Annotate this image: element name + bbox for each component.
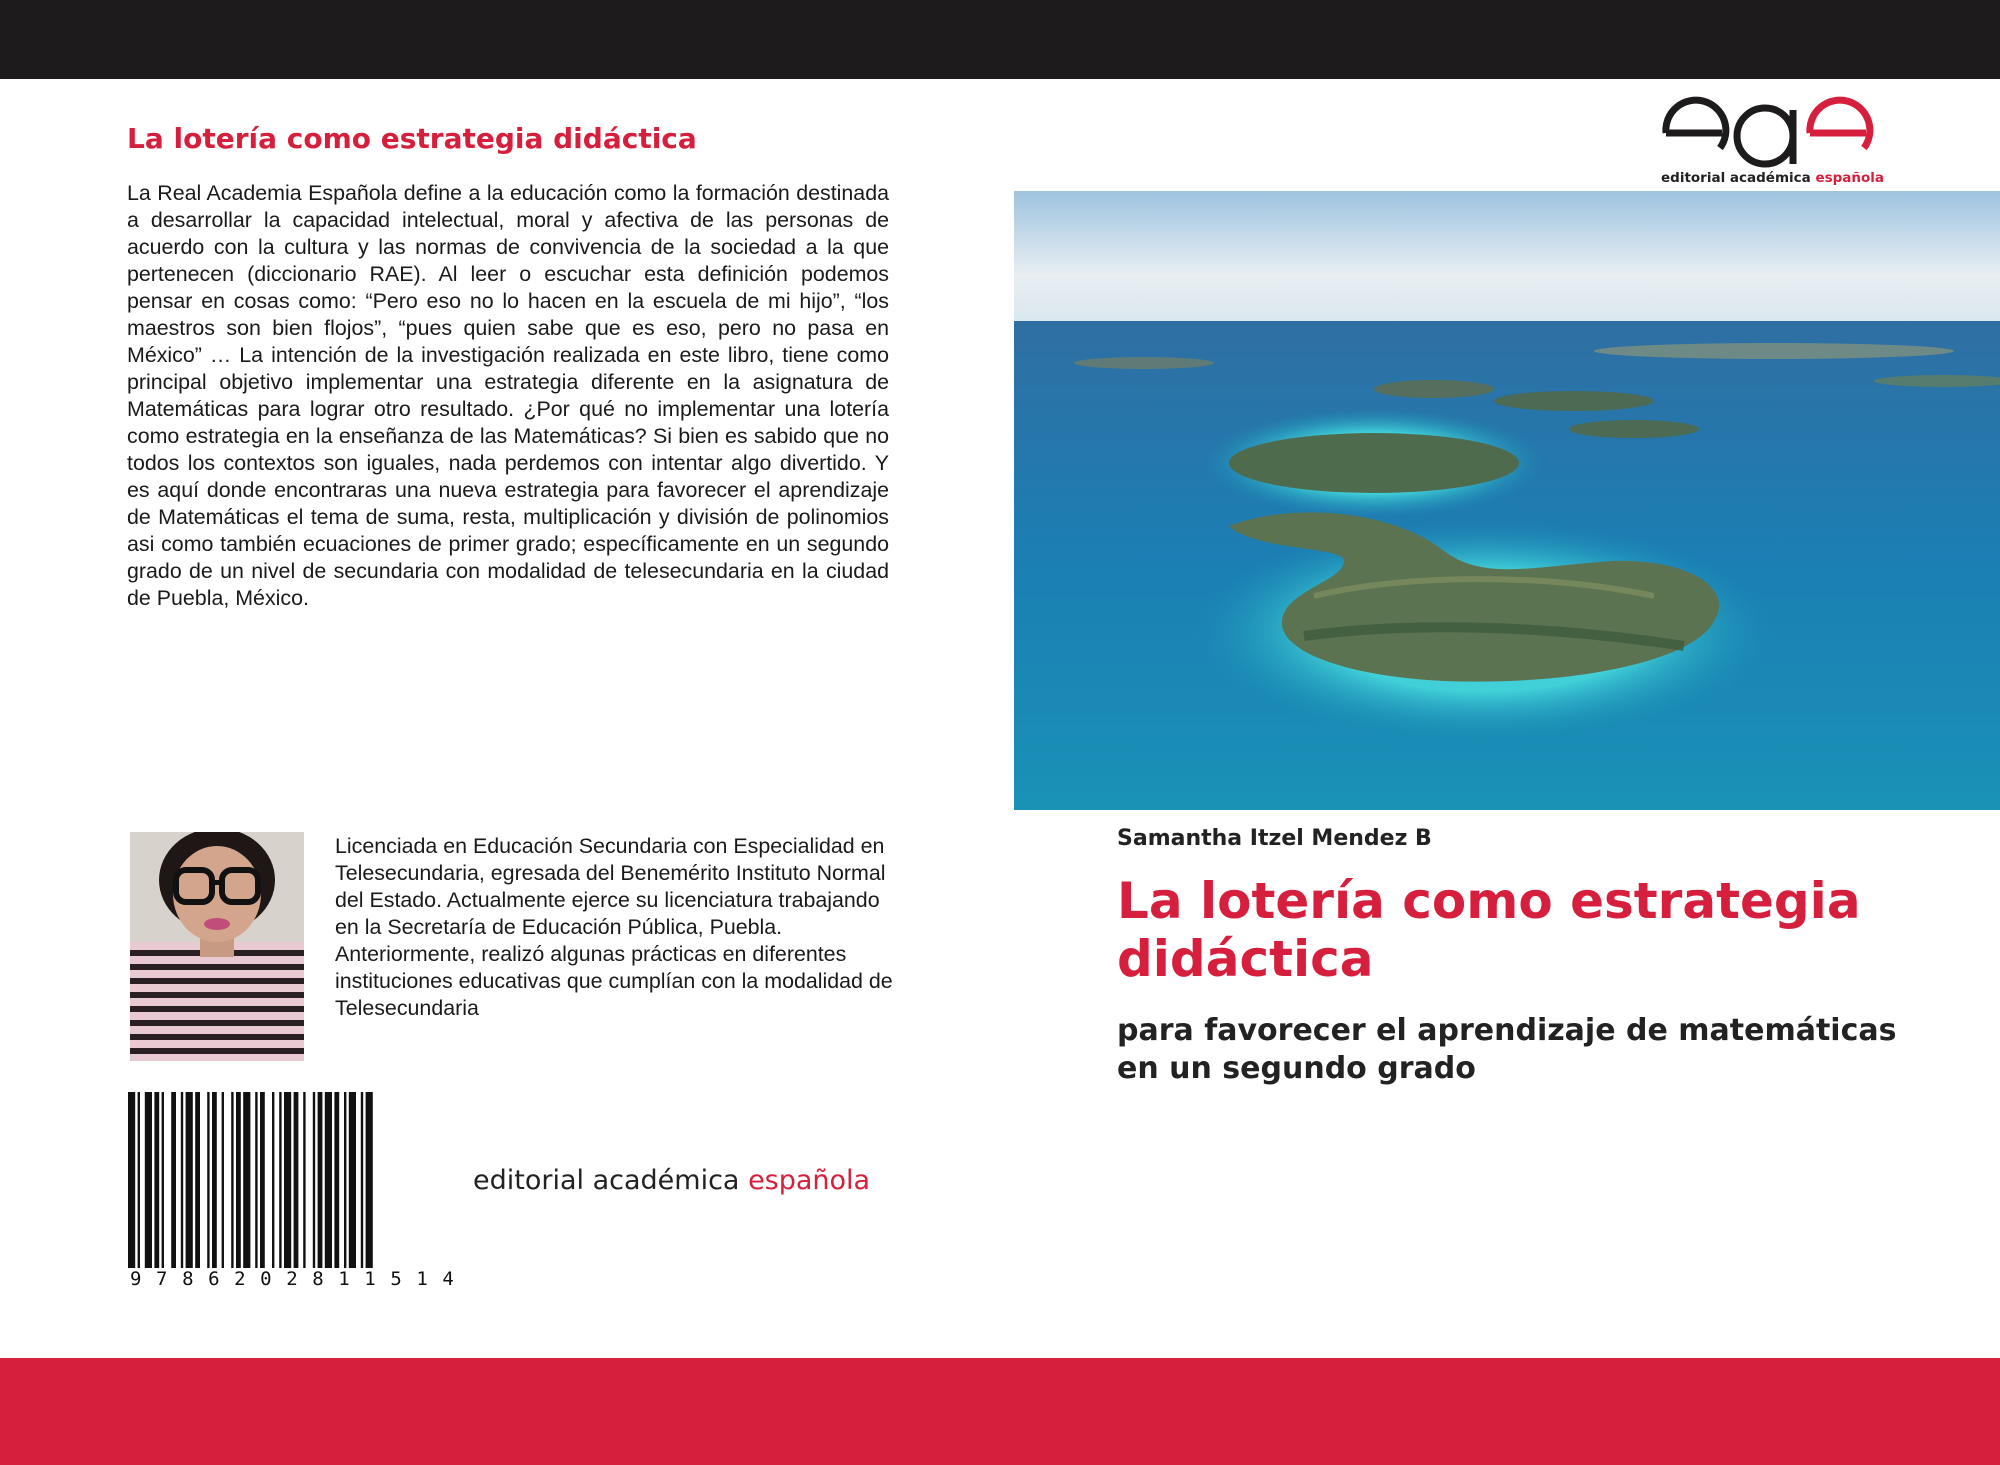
barcode-digit: 0 xyxy=(260,1268,272,1290)
barcode-digit: 1 xyxy=(338,1268,350,1290)
barcode-digit: 7 xyxy=(156,1268,168,1290)
barcode-bar xyxy=(145,1092,152,1268)
logo-caption-accent: española xyxy=(1815,170,1885,186)
barcode-digit: 1 xyxy=(364,1268,376,1290)
barcode-bar xyxy=(272,1092,274,1268)
barcode-digit: 6 xyxy=(208,1268,220,1290)
barcode-bar xyxy=(325,1092,332,1268)
cover-photo-islands xyxy=(1014,191,2000,810)
barcode-bar xyxy=(128,1092,135,1268)
barcode-bar xyxy=(162,1092,164,1268)
publisher-name-main: editorial académica xyxy=(473,1165,749,1196)
barcode-digit: 4 xyxy=(442,1268,454,1290)
barcode-bar xyxy=(284,1092,291,1268)
back-cover-blurb: La Real Academia Española define a la educación como la formación destinada a desarrollar la capacidad intelectual, moral y afectiva de las personas de acuerdo con la cultura y las normas de convivencia de la sociedad a la que pertenecen (diccionario RAE). Al leer o escuchar esta definición podemos pensar en cosas como: “Pero eso no lo hacen en la escuela de mi hijo”, “los maestros son bien flojos”, “pues quien sabe que es eso, pero no pasa en México” … La intención de la investigación realizada en este libro, tiene como principal objetivo implementar una estrategia diferente en la asignatura de Matemáticas para lograr otro resultado. ¿Por qué no implementar una lotería como estrategia en la enseñanza de las Matemáticas? Si bien es sabido que no todos los contextos son iguales, nada perdemos con intentar algo divertido. Y es aquí donde encontraras una nueva estrategia para favorecer el aprendizaje de Matemáticas el tema de suma, resta, multiplicación y división de polinomios asi como también ecuaciones de primer grado; específicamente en un segundo grado de un nivel de secundaria con modalidad de telesecundaria en la ciudad de Puebla, México. xyxy=(127,181,889,610)
barcode-bar xyxy=(334,1092,339,1268)
barcode-bar xyxy=(212,1092,217,1268)
barcode-bar xyxy=(344,1092,346,1268)
barcode-bar xyxy=(154,1092,159,1268)
barcode-bar xyxy=(366,1092,373,1268)
barcode-digit: 8 xyxy=(312,1268,324,1290)
barcode-bar xyxy=(303,1092,305,1268)
barcode-bar xyxy=(318,1092,323,1268)
barcode-bar xyxy=(260,1092,265,1268)
barcode-bar xyxy=(294,1092,299,1268)
barcode-bar xyxy=(181,1092,183,1268)
cover-author-name: Samantha Itzel Mendez B xyxy=(1117,826,1432,851)
barcode-bar xyxy=(236,1092,241,1268)
barcode-digit: 2 xyxy=(286,1268,298,1290)
barcode-digit: 2 xyxy=(234,1268,246,1290)
back-cover-title: La lotería como estrategia didáctica xyxy=(127,122,697,155)
logo-caption xyxy=(1661,170,1884,186)
barcode-bar xyxy=(138,1092,140,1268)
cover-title: La lotería como estrategia didáctica xyxy=(1117,872,1861,988)
barcode-digits xyxy=(126,1268,458,1290)
author-photo xyxy=(130,832,304,1061)
cover-subtitle: para favorecer el aprendizaje de matemáticas en un segundo grado xyxy=(1117,1013,1897,1086)
isbn-barcode xyxy=(126,1092,458,1298)
barcode-bar xyxy=(349,1092,356,1268)
author-bio: Licenciada en Educación Secundaria con Especialidad en Telesecundaria, egresada del Benemérito Instituto Normal del Estado. Actualmente ejerce su licenciatura trabajando en la Secretaría de Educación Pública, Puebla. Anteriormente, realizó algunas prácticas en diferentes instituciones educativas que cumplían con la modalidad de Telesecundaria xyxy=(335,834,893,1020)
barcode-bar xyxy=(231,1092,233,1268)
publisher-name-accent: española xyxy=(748,1165,871,1196)
barcode-bar xyxy=(186,1092,193,1268)
barcode-bar xyxy=(313,1092,315,1268)
barcode-bar xyxy=(243,1092,250,1268)
barcode-bar xyxy=(171,1092,176,1268)
top-band xyxy=(0,0,2000,79)
barcode-bar xyxy=(195,1092,200,1268)
barcode-digit: 8 xyxy=(182,1268,194,1290)
barcode-bar xyxy=(207,1092,209,1268)
logo-caption-main: editorial académica xyxy=(1661,170,1816,186)
back-publisher-name xyxy=(473,1165,870,1196)
barcode-digit: 9 xyxy=(130,1268,142,1290)
barcode-bar xyxy=(361,1092,363,1268)
barcode-bar xyxy=(255,1092,257,1268)
barcode-bar xyxy=(279,1092,281,1268)
bottom-band xyxy=(0,1358,2000,1465)
barcode-digit: 5 xyxy=(390,1268,402,1290)
barcode-bar xyxy=(222,1092,224,1268)
barcode-digit: 1 xyxy=(416,1268,428,1290)
